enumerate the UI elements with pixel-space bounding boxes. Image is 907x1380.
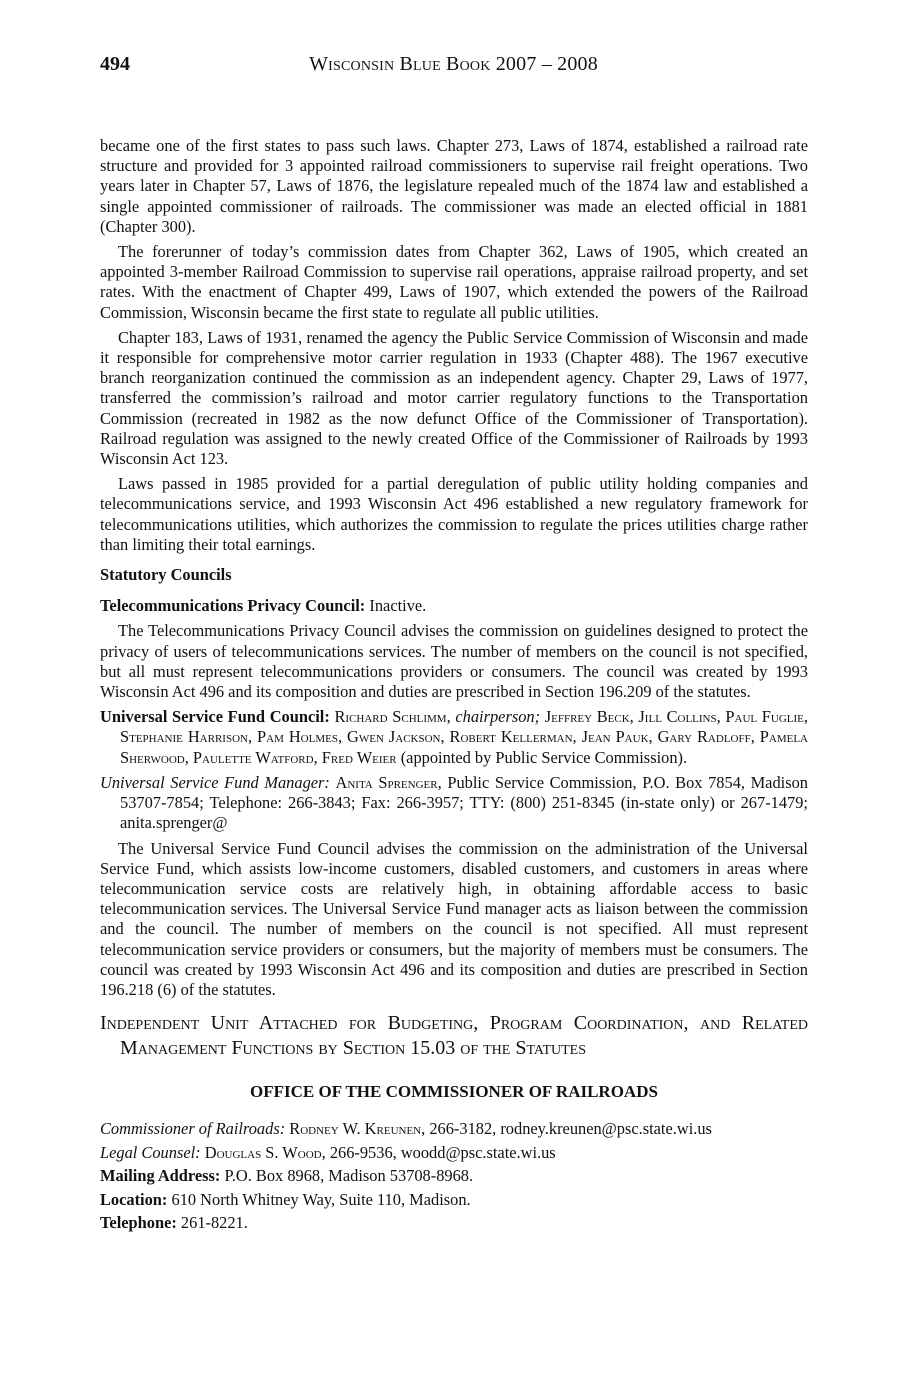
usf-manager-entry (100, 773, 808, 834)
usf-council-chair-name: Richard Schlimm, (334, 707, 451, 727)
independent-unit-heading: Independent Unit Attached for Budgeting, Program Coordination, and Related Management Functions by Section 15.03 of the Statutes (100, 1012, 808, 1060)
usf-council-appointment: (appointed by Public Service Commission). (400, 747, 688, 767)
page-number: 494 (100, 53, 130, 75)
running-title: Wisconsin Blue Book 2007 – 2008 (309, 53, 598, 75)
office-contacts (100, 1117, 808, 1235)
usf-manager-name: Anita Sprenger, (335, 772, 442, 792)
commissioner-entry (100, 1117, 808, 1141)
telephone-entry (100, 1211, 808, 1235)
history-paragraph-1: became one of the first states to pass such laws. Chapter 273, Laws of 1874, established a railroad rate structure and provided for 3 appointed railroad commissioners to supervise rail freight operations. Two years later in Chapter 57, Laws of 1876, the legislature repealed much of the 1874 law and established a single appointed commissioner of railroads. The commissioner was made an elected official in 1881 (Chapter 300). (100, 136, 808, 236)
usf-council-description: The Universal Service Fund Council advises the commission on the administration of the Universal Service Fund, which assists low-income customers, disabled customers, and customers in areas where telecommunication service costs are relatively high, in obtaining affordable access to basic telecommunication services. The Universal Service Fund manager acts as liaison between the commission and the council. The number of members on the council is not specified. All must represent telecommunication service providers or consumers, but the majority of members must be consumers. The council was created by 1993 Wisconsin Act 496 and its composition and duties are prescribed in Section 196.218 (6) of the statutes. (100, 838, 808, 999)
commissioner-name: Rodney W. Kreunen, (289, 1119, 426, 1139)
history-paragraph-2: The forerunner of today’s commission dates from Chapter 362, Laws of 1905, which created an appointed 3-member Railroad Commission to supervise rail operations, appraise railroad property, and set rates. With the enactment of Chapter 499, Laws of 1907, which extended the powers of the Railroad Commission, Wisconsin became the first state to regulate all public utilities. (100, 242, 808, 322)
legal-counsel-label: Legal Counsel: (100, 1142, 201, 1162)
usf-manager-details: Public Service Commission, P.O. Box 7854, Madison 53707-7854; Telephone: 266-3843; Fax: 266-3957; TTY: (800) 251-8345 (in-state only) or 267-1479; anita.sprenger@ (120, 772, 808, 833)
telephone-value: 261-8221. (180, 1213, 248, 1233)
usf-council-chair-role: chairperson; (455, 707, 541, 727)
privacy-council-status: Inactive. (369, 596, 427, 616)
mailing-address-entry (100, 1164, 808, 1188)
privacy-council-description: The Telecommunications Privacy Council advises the commission on guidelines designed to protect the privacy of users of telecommunications services. The number of members on the council is not specified, but all must represent telecommunications providers or consumers. The council was created by 1993 Wisconsin Act 496 and its composition and duties are prescribed in Section 196.209 of the statutes. (100, 621, 808, 702)
location-label: Location: (100, 1189, 168, 1209)
telephone-label: Telephone: (100, 1213, 177, 1233)
privacy-council-entry (100, 596, 808, 616)
location-entry (100, 1188, 808, 1212)
page-header (100, 54, 807, 80)
mailing-address-value: P.O. Box 8968, Madison 53708-8968. (224, 1166, 474, 1186)
legal-counsel-entry (100, 1141, 808, 1165)
commissioner-details: 266-3182, rodney.kreunen@psc.state.wi.us (429, 1119, 712, 1139)
history-paragraph-4: Laws passed in 1985 provided for a partial deregulation of public utility holding companies and telecommunications service, and 1993 Wisconsin Act 496 established a new regulatory framework for telecommunications utilities, which authorizes the commission to regulate the prices utilities charge rather than limiting their total earnings. (100, 474, 808, 554)
page-body (100, 136, 808, 1235)
statutory-councils-heading: Statutory Councils (100, 565, 232, 585)
mailing-address-label: Mailing Address: (100, 1166, 221, 1186)
commissioner-label: Commissioner of Railroads: (100, 1119, 286, 1139)
legal-counsel-name: Douglas S. Wood, (204, 1142, 326, 1162)
office-title: OFFICE OF THE COMMISSIONER OF RAILROADS (250, 1082, 658, 1102)
usf-council-members: Jeffrey Beck, Jill Collins, Paul Fuglie, Stephanie Harrison, Pam Holmes, Gwen Jackson, Robert Kellerman, Jean Pauk, Gary Radloff, Pamela Sherwood, Paulette Watford, Fred Weier (120, 707, 808, 767)
privacy-council-label: Telecommunications Privacy Council: (100, 596, 366, 616)
usf-council-label: Universal Service Fund Council: (100, 707, 330, 727)
location-value: 610 North Whitney Way, Suite 110, Madison. (171, 1189, 471, 1209)
usf-manager-label: Universal Service Fund Manager: (100, 772, 330, 792)
history-paragraph-3: Chapter 183, Laws of 1931, renamed the agency the Public Service Commission of Wisconsin and made it responsible for comprehensive motor carrier regulation in 1933 (Chapter 488). The 1967 executive branch reorganization continued the commission as an independent agency. Chapter 29, Laws of 1977, transferred the commission’s railroad and motor carrier regulatory functions to the Transportation Commission (recreated in 1982 as the now defunct Office of the Commissioner of Transportation). Railroad regulation was assigned to the newly created Office of the Commissioner of Railroads by 1993 Wisconsin Act 123. (100, 327, 808, 469)
usf-council-entry (100, 707, 808, 768)
legal-counsel-details: 266-9536, woodd@psc.state.wi.us (329, 1142, 556, 1162)
